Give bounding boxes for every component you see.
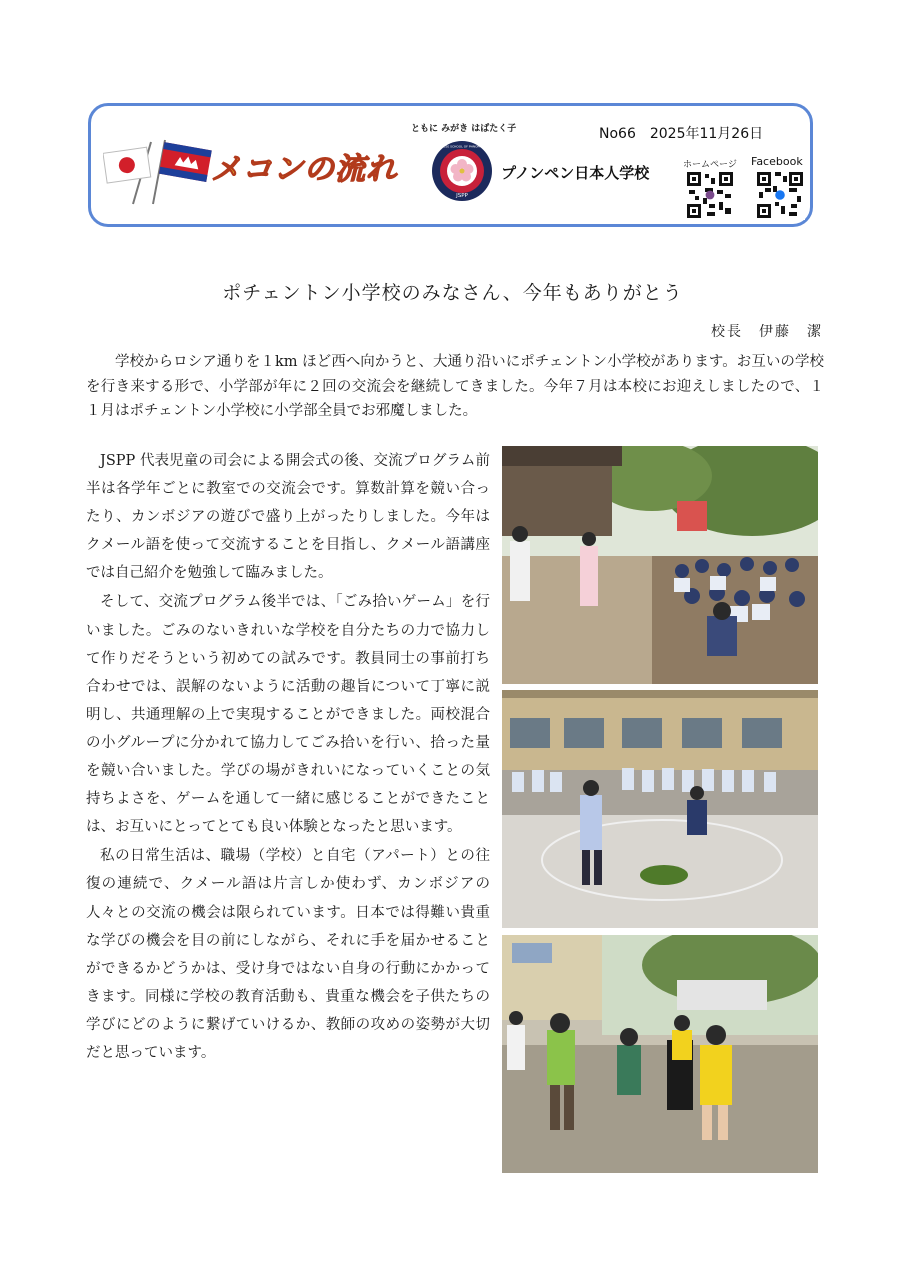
masthead <box>88 103 813 227</box>
newsletter-title: メコンの流れ <box>211 152 397 187</box>
homepage-label: ホームページ <box>683 160 737 170</box>
school-motto: ともに みがき はばたく子 <box>411 124 517 134</box>
intro-paragraph: 学校からロシア通りを１km ほど西へ向かうと、大通り沿いにポチェントン小学校があります。お互いの学校を行き来する形で、小学部が年に２回の交流会を継続してきました。今年７月は本校にお迎えしましたので、１１月はポチェントン小学校に小学部全員でお邪魔しました。 <box>86 354 824 419</box>
article-body <box>86 447 490 1068</box>
trash-pickup-photo <box>502 935 818 1173</box>
emblem-abbr: JSPP <box>456 193 468 199</box>
school-emblem-icon <box>431 140 493 202</box>
assembly-photo <box>502 446 818 684</box>
courtyard-game-photo <box>502 690 818 928</box>
facebook-label: Facebook <box>751 155 803 168</box>
body-paragraph: 私の日常生活は、職場（学校）と自宅（アパート）との往復の連続で、クメール語は片言しか使わず、カンボジアの人々との交流の機会は限られています。日本では得難い貴重な学びの機会を目の前にしながら、それに手を届かせることができるかどうかは、受け身ではない自身の行動にかかってきます。同様に学校の教育活動も、貴重な機会を子供たちの学びにどのように繋げていけるか、教師の攻めの姿勢が大切だと思っています。 <box>86 848 490 1061</box>
body-paragraph: そして、交流プログラム後半では、「ごみ拾いゲーム」を行いました。ごみのないきれいな学校を自分たちの力で協力して作りだそうという初めての試みです。教員同士の事前打ち合わせでは、誤解のないように活動の趣旨について丁寧に説明し、共通理解の上で実現することができました。両校混合の小グループに分かれて協力してごみ拾いを行い、拾った量を競い合いました。学びの場がきれいになっていくことの気持ちよさを、ゲームを通して一緒に感じることができたことは、お互いにとってとても良い体験となったと思います。 <box>86 594 490 836</box>
article-title: ポチェントン小学校のみなさん、今年もありがとう <box>222 282 683 304</box>
homepage-qr-icon[interactable] <box>685 170 735 220</box>
body-paragraph: JSPP 代表児童の司会による開会式の後、交流プログラム前半は各学年ごとに教室での交流会です。算数計算を競い合ったり、カンボジアの遊びで盛り上がったりしました。今年はクメール語を使って交流することを目指し、クメール語講座では自己紹介を勉強して臨みました。 <box>86 453 490 582</box>
issue-date: No66 2025年11月26日 <box>599 126 764 142</box>
emblem-text: JAPANESE SCHOOL OF PHNOM PENH <box>434 144 490 149</box>
flags-icon <box>103 136 213 206</box>
school-name: プノンペン日本人学校 <box>501 164 650 182</box>
article-byline: 校長 伊藤 潔 <box>711 324 823 340</box>
facebook-qr-icon[interactable] <box>755 170 805 220</box>
